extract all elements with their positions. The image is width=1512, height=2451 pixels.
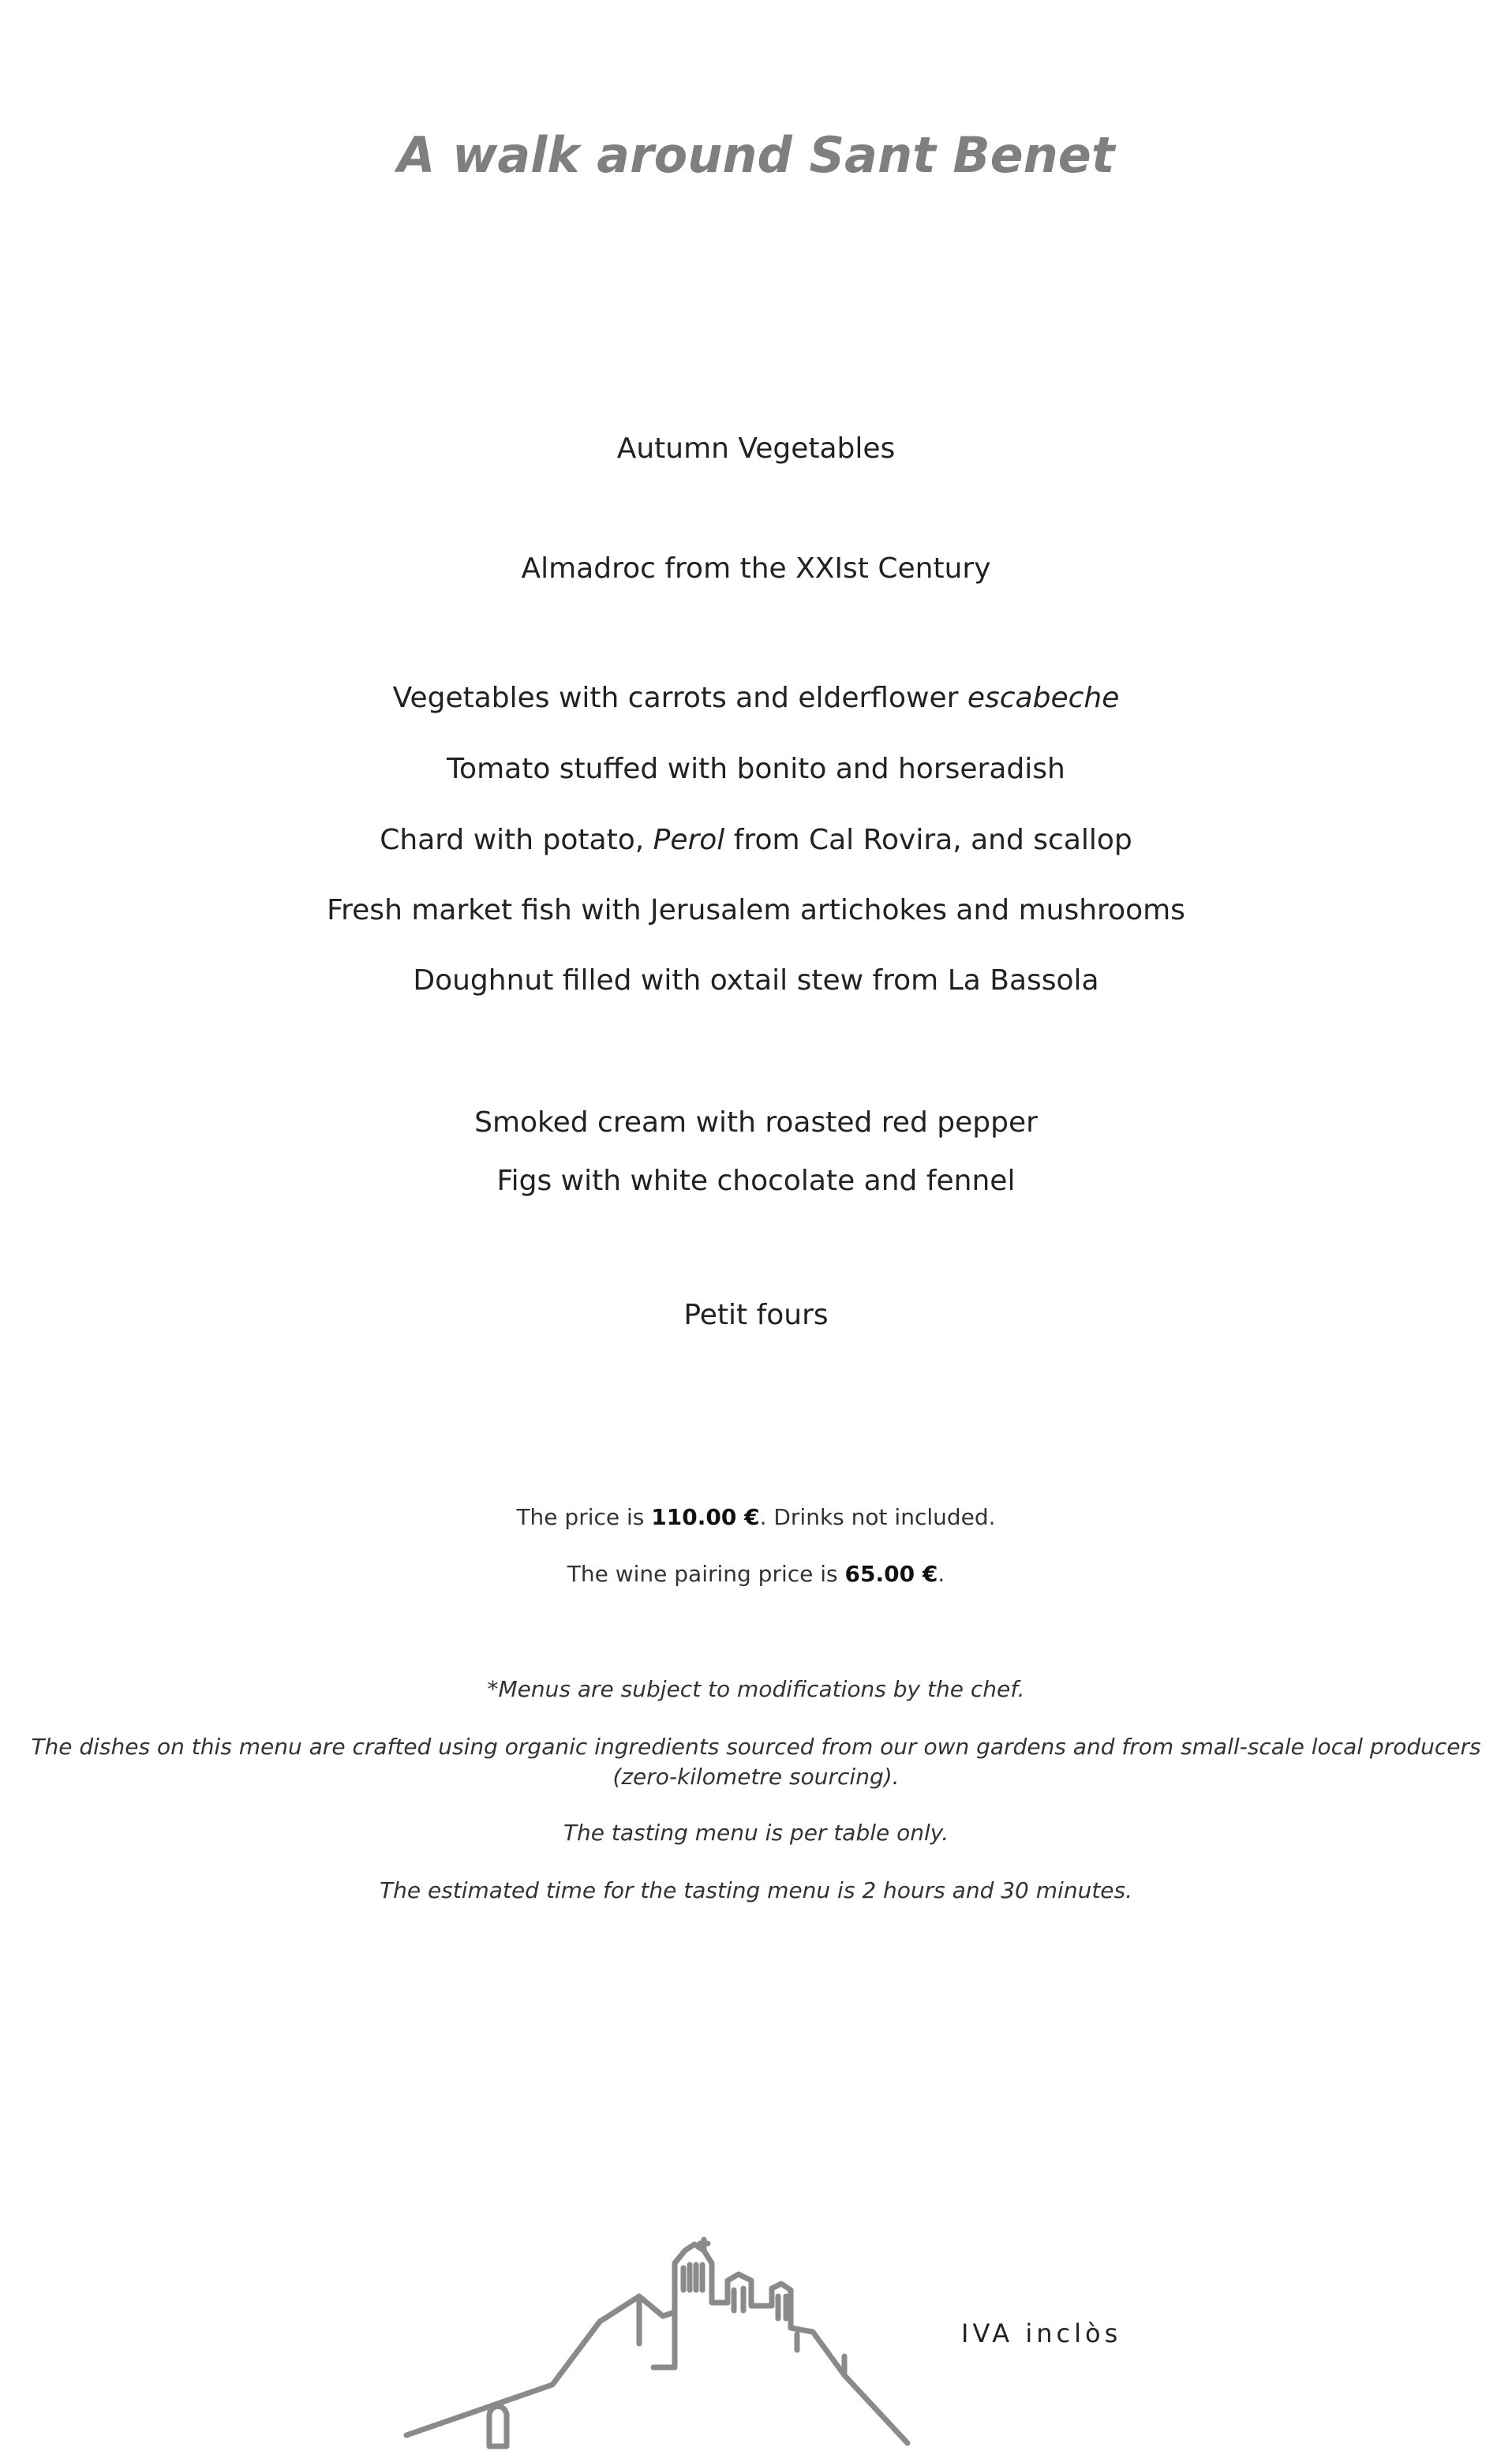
note-duration: The estimated time for the tasting menu is 2 hours and 30 minutes. [379,1877,1133,1903]
dish-text: Vegetables with carrots and elderflower [392,682,967,714]
note-per-table: The tasting menu is per table only. [563,1820,949,1846]
wine-value: 65.00 € [844,1561,938,1587]
price-value: 110.00 € [651,1504,760,1530]
dish-chard-scallop [0,824,1512,856]
dish-text: Chard with potato, [380,824,653,856]
dish-text: from Cal Rovira, and scallop [724,824,1132,856]
price-line [0,1504,1512,1530]
dish-autumn-vegetables: Autumn Vegetables [616,432,896,465]
note-modifications: *Menus are subject to modifications by the chef. [487,1676,1025,1702]
dish-vegetables-escabeche [0,682,1512,714]
wine-suffix: . [938,1561,945,1587]
tax-included-label: IVA inclòs [961,2318,1122,2348]
monastery-outline-icon [402,2217,1057,2451]
dish-emphasis: Perol [653,824,725,856]
dish-smoked-cream: Smoked cream with roasted red pepper [474,1106,1038,1139]
dish-petit-fours: Petit fours [683,1299,829,1331]
price-suffix: . Drinks not included. [759,1504,996,1530]
menu-title: A walk around Sant Benet [397,126,1115,184]
dish-figs-chocolate: Figs with white chocolate and fennel [496,1165,1016,1197]
price-prefix: The price is [516,1504,652,1530]
dish-market-fish: Fresh market fish with Jerusalem artichokes and mushrooms [327,894,1185,926]
wine-prefix: The wine pairing price is [567,1561,845,1587]
dish-doughnut-oxtail: Doughnut filled with oxtail stew from La Bassola [413,964,1099,997]
dish-tomato-bonito: Tomato stuffed with bonito and horseradish [447,753,1065,785]
note-sourcing: The dishes on this menu are crafted using organic ingredients sourced from our own gardens and from small-scale local producers (zero-kilometre sourcing). [31,1734,1481,1790]
dish-almadroc: Almadroc from the XXIst Century [521,552,991,585]
dish-emphasis: escabeche [967,682,1120,714]
wine-pairing-line [0,1561,1512,1587]
